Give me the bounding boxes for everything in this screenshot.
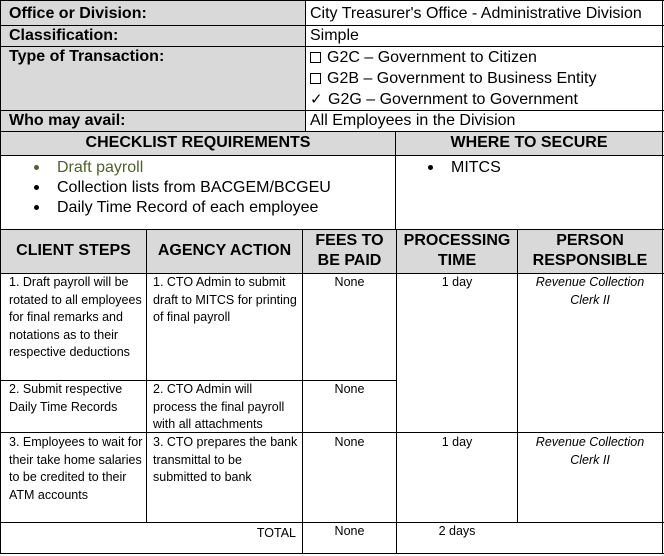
client-step-1: 1. Draft payroll will be rotated to all employees for final remarks and notations as to their respective deductions (9, 275, 142, 359)
fees-3: None (334, 435, 365, 449)
total-label: TOTAL (256, 526, 296, 540)
fees-header: FEES TO BE PAID (315, 232, 384, 269)
checkbox-unchecked-icon (310, 52, 321, 63)
fees-1: None (334, 275, 365, 289)
border-top (0, 0, 664, 1)
checkbox-unchecked-icon (310, 73, 321, 84)
office-label: Office or Division: (9, 5, 147, 22)
bullet-icon (428, 165, 433, 170)
avail-value: All Employees in the Division (310, 112, 516, 129)
processing-time-1: 1 day (441, 275, 473, 289)
border-row-6 (0, 229, 664, 230)
border-col-time (517, 229, 518, 522)
bullet-icon (34, 165, 39, 170)
border-left (0, 0, 1, 554)
requirement-item: Collection lists from BACGEM/BCGEU (57, 179, 331, 196)
classification-value: Simple (310, 27, 359, 44)
border-bottom (0, 553, 664, 554)
office-value: City Treasurer's Office - Administrative Division (310, 5, 642, 22)
border-row-4 (0, 131, 664, 132)
border-row-9 (0, 432, 664, 433)
transaction-type-label: Type of Transaction: (9, 48, 165, 65)
border-row-5 (0, 155, 664, 156)
total-fees: None (334, 524, 365, 538)
agency-action-header: AGENCY ACTION (157, 242, 292, 259)
classification-label: Classification: (9, 27, 119, 44)
person-responsible-3: Revenue Collection Clerk II (535, 435, 645, 467)
client-steps-header: CLIENT STEPS (16, 242, 131, 259)
person-responsible-1: Revenue Collection Clerk II (535, 275, 645, 307)
border-col-client (146, 229, 147, 522)
type-option-g2g: ✓ G2G – Government to Government (310, 91, 578, 108)
bullet-icon (34, 205, 39, 210)
agency-action-2: 2. CTO Admin will process the final payroll with all attachments (153, 382, 285, 431)
border-label-col (305, 0, 306, 131)
person-responsible-header: PERSON RESPONSIBLE (532, 232, 648, 269)
checkmark-icon: ✓ (310, 91, 323, 108)
client-step-3: 3. Employees to wait for their take home salaries to be credited to their ATM accounts (9, 435, 143, 502)
agency-action-1: 1. CTO Admin to submit draft to MITCS for printing of final payroll (153, 275, 297, 324)
requirement-item: Daily Time Record of each employee (57, 199, 319, 216)
secure-item: MITCS (451, 159, 501, 176)
where-to-secure-header: WHERE TO SECURE (450, 134, 608, 151)
checklist-requirements-header: CHECKLIST REQUIREMENTS (85, 134, 311, 151)
processing-time-3: 1 day (441, 435, 473, 449)
avail-label: Who may avail: (9, 112, 126, 129)
type-option-g2c: G2C – Government to Citizen (310, 48, 537, 68)
agency-action-3: 3. CTO prepares the bank transmittal to be submitted to bank (153, 435, 298, 484)
border-right (662, 0, 663, 554)
total-time: 2 days (438, 524, 476, 538)
fees-2: None (334, 382, 365, 396)
type-option-g2b: G2B – Government to Business Entity (310, 69, 596, 89)
processing-time-header: PROCESSING TIME (403, 232, 511, 269)
bullet-icon (34, 185, 39, 190)
client-step-2: 2. Submit respective Daily Time Records (9, 382, 123, 414)
requirement-item: Draft payroll (57, 159, 144, 176)
